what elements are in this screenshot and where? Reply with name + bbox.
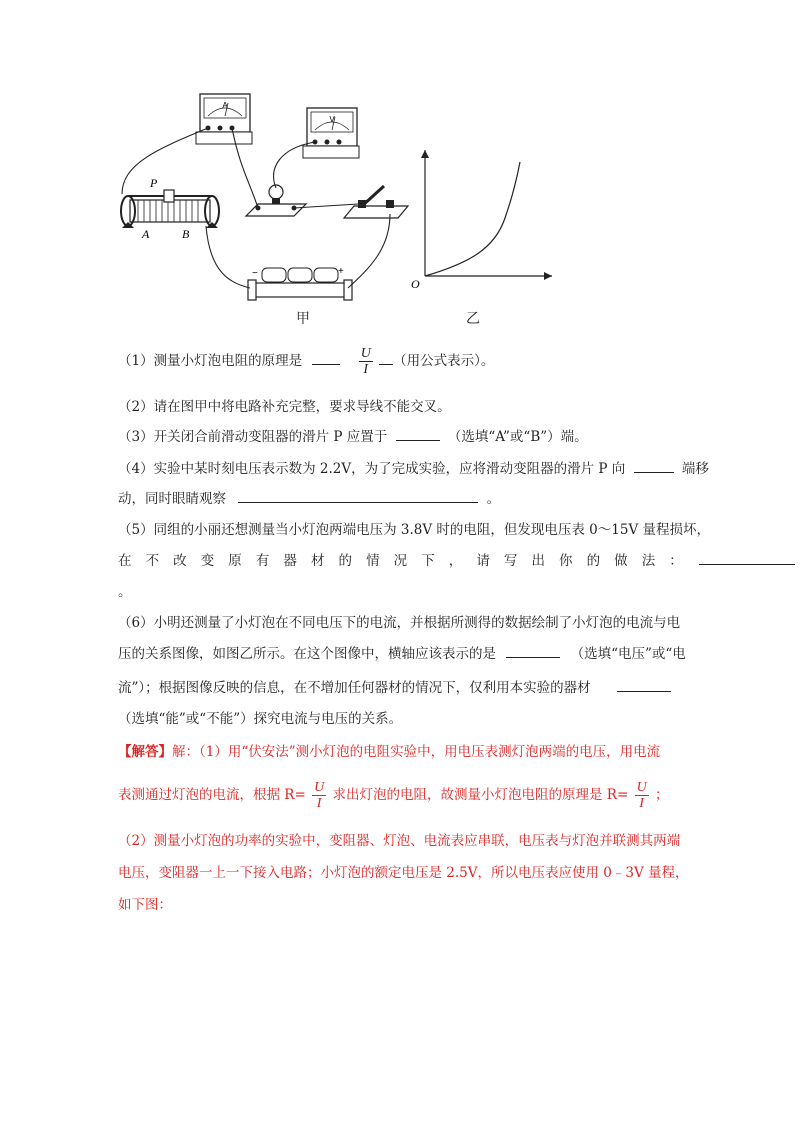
answer-formula-1 xyxy=(312,780,326,811)
blank-5 xyxy=(699,552,795,565)
question-6-line-1: （6）小明还测量了小灯泡在不同电压下的电流，并根据所测得的数据绘制了小灯泡的电流与电 xyxy=(118,615,681,631)
question-6-line-3-text: 流”）；根据图像反映的信息，在不增加任何器材的情况下，仅利用本实验的器材 xyxy=(118,680,591,696)
answer-line-4: 电压，变阻器一上一下接入电路；小灯泡的额定电压是 2.5V，所以电压表应使用 0﹣3V 量程， xyxy=(118,865,689,881)
q5-char: 法 xyxy=(641,553,656,569)
question-2: （2）请在图甲中将电路补充完整，要求导线不能交叉。 xyxy=(118,399,451,415)
answer-formula-2-den: I xyxy=(639,796,644,811)
answer-formula-1-num: U xyxy=(314,780,325,795)
question-6-line-2 xyxy=(118,642,686,662)
blank-6a xyxy=(506,645,560,658)
iu-graph-yi xyxy=(411,150,552,291)
question-1-text: （1）测量小灯泡电阻的原理是 xyxy=(118,353,303,369)
q5-char: 请 xyxy=(476,553,490,569)
question-3 xyxy=(118,425,588,445)
question-6-line-2-tail: （选填“电压”或“电 xyxy=(570,646,686,662)
answer-line-3: （2）测量小灯泡的功率的实验中，变阻器、灯泡、电流表应串联，电压表与灯泡并联测其两端 xyxy=(118,833,681,849)
question-4-text: （4）实验中某时刻电压表示数为 2.2V，为了完成实验，应将滑动变阻器的滑片 P 向 xyxy=(118,461,626,477)
ammeter-label: A xyxy=(222,101,228,110)
switch xyxy=(344,186,408,218)
q5-char: 的 xyxy=(338,553,352,569)
q5-char: 原 xyxy=(228,553,242,569)
q5-char: 的 xyxy=(586,553,601,569)
answer-line-2-pre: 表测通过灯泡的电流，根据 R= xyxy=(118,787,306,803)
rheostat-p-label: P xyxy=(150,176,158,190)
formula-denominator: I xyxy=(363,362,369,377)
question-6-line-2-text: 压的关系图像，如图乙所示。在这个图像中，横轴应该表示的是 xyxy=(118,646,496,662)
question-1 xyxy=(118,346,494,377)
answer-formula-2 xyxy=(635,780,649,811)
answer-line-2 xyxy=(118,780,669,811)
graph-origin: O xyxy=(411,277,420,291)
question-5-line-3: 。 xyxy=(118,584,132,600)
q5-char: ， xyxy=(448,553,463,569)
blank-3 xyxy=(396,428,440,441)
voltmeter-label: V xyxy=(329,115,335,124)
answer-tag: 【解答】 xyxy=(118,744,172,760)
question-1-tail: （用公式表示）。 xyxy=(393,353,495,369)
battery xyxy=(248,266,352,300)
q5-char: ： xyxy=(669,553,683,569)
question-4-line-1 xyxy=(118,457,709,477)
question-4-line-2-tail: 。 xyxy=(486,491,501,507)
rheostat xyxy=(121,176,219,241)
question-4-tail: 端移 xyxy=(681,461,709,477)
q5-char: 材 xyxy=(310,553,325,569)
rheostat-b-label: B xyxy=(182,227,190,241)
answer-line-1 xyxy=(118,740,660,760)
caption-yi: 乙 xyxy=(466,311,480,327)
circuit-figure xyxy=(100,88,580,338)
q5-char: 有 xyxy=(255,553,270,569)
question-5-line-1: （5）同组的小丽还想测量当小灯泡两端电压为 3.8V 时的电阻，但发现电压表 0～15V 量程损坏， xyxy=(118,522,710,538)
caption-jia: 甲 xyxy=(296,311,310,327)
question-6-line-4: （选填“能”或“不能”）探究电流与电压的关系。 xyxy=(118,711,403,727)
answer-line-1-text: 解：（1）用“伏安法”测小灯泡的电阻实验中，用电压表测灯泡两端的电压，用电流 xyxy=(172,744,661,760)
answer-line-2-end: ； xyxy=(655,787,669,803)
ammeter xyxy=(196,94,252,144)
rheostat-a-label: A xyxy=(142,227,150,241)
battery-minus: − xyxy=(252,268,258,279)
question-3-pre: （3）开关闭合前滑动变阻器的滑片 P 应置于 xyxy=(118,429,388,445)
q5-char: 出 xyxy=(531,553,545,569)
blank-4a xyxy=(634,460,674,473)
answer-line-5: 如下图： xyxy=(118,897,172,913)
circuit-diagram-jia xyxy=(100,88,580,338)
blank-1a xyxy=(312,352,340,365)
q5-char: 变 xyxy=(200,553,215,569)
blank-4b xyxy=(238,490,478,503)
q5-char: 况 xyxy=(393,553,408,569)
q5-char: 不 xyxy=(145,553,160,569)
voltmeter xyxy=(303,108,359,158)
formula-numerator: U xyxy=(360,346,371,361)
question-5-line-2 xyxy=(118,549,795,569)
blank-6b xyxy=(617,679,671,692)
question-4-line-2-text: 动，同时眼睛观察 xyxy=(118,491,226,507)
battery-plus: + xyxy=(338,266,344,277)
question-6-line-3 xyxy=(118,676,671,696)
q5-char: 写 xyxy=(503,553,518,569)
q5-char: 做 xyxy=(614,553,628,569)
q5-char: 你 xyxy=(559,553,573,569)
q5-char: 情 xyxy=(366,553,380,569)
answer-formula-2-num: U xyxy=(636,780,647,795)
q5-char: 改 xyxy=(173,553,187,569)
q5-char: 器 xyxy=(283,553,297,569)
formula-u-over-i xyxy=(359,346,373,377)
question-3-post: （选填“A”或“B”）端。 xyxy=(447,429,588,445)
answer-formula-1-den: I xyxy=(316,796,322,811)
question-4-line-2 xyxy=(118,487,500,507)
answer-line-2-mid: 求出灯泡的电阻，故测量小灯泡电阻的原理是 R= xyxy=(332,787,629,803)
q5-char: 下 xyxy=(421,553,435,569)
q5-char: 在 xyxy=(118,553,132,569)
blank-1b xyxy=(379,352,393,365)
